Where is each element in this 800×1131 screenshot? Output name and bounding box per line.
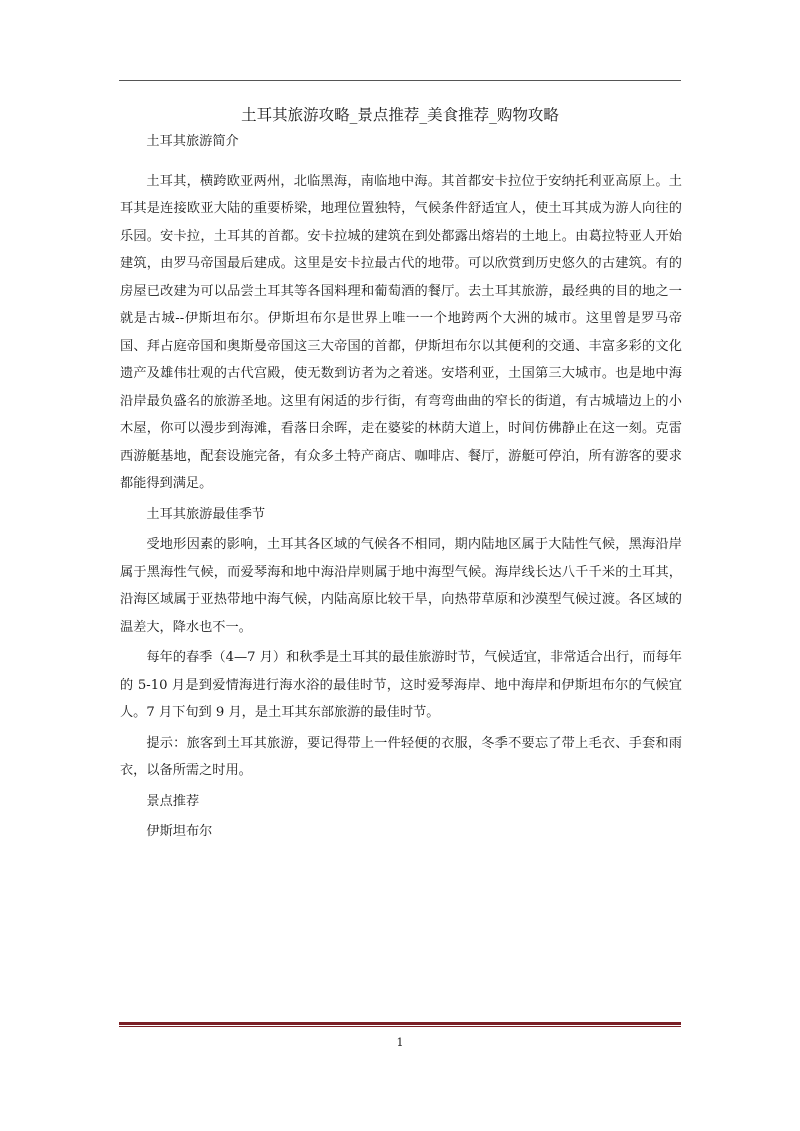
footer-rule-thick bbox=[119, 1022, 681, 1025]
paragraph-intro: 土耳其，横跨欧亚两州，北临黑海，南临地中海。其首都安卡拉位于安纳托利亚高原上。土耳其是连接欧亚大陆的重要桥梁，地理位置独特，气候条件舒适宜人，使土耳其成为游人向往的乐园。安卡拉，土耳其的首都。安卡拉城的建筑在到处都露出熔岩的土地上。由葛拉特亚人开始建筑，由罗马帝国最后建成。这里是安卡拉最古代的地带。可以欣赏到历史悠久的古建筑。有的房屋已改建为可以品尝土耳其等各国料理和葡萄酒的餐厅。去土耳其旅游，最经典的目的地之一就是古城--伊斯坦布尔。伊斯坦布尔是世界上唯一一个地跨两个大洲的城市。这里曾是罗马帝国、拜占庭帝国和奥斯曼帝国这三大帝国的首都，伊斯坦布尔以其便利的交通、丰富多彩的文化遗产及雄伟壮观的古代宫殿，使无数到访者为之着迷。安塔利亚，土国第三大城市。也是地中海沿岸最负盛名的旅游圣地。这里有闲适的步行街，有弯弯曲曲的窄长的街道，有古城墙边上的小木屋，你可以漫步到海滩，看落日余晖，走在婆娑的林荫大道上，时间仿佛静止在这一刻。克雷西游艇基地，配套设施完备，有众多土特产商店、咖啡店、餐厅，游艇可停泊，所有游客的要求都能得到满足。 bbox=[120, 173, 682, 491]
spacer bbox=[120, 156, 682, 168]
section-heading-istanbul: 伊斯坦布尔 bbox=[146, 824, 213, 839]
page-number: 1 bbox=[396, 1036, 404, 1049]
footer-rule-thin bbox=[119, 1026, 681, 1027]
header-rule bbox=[119, 80, 681, 81]
section-heading-season: 土耳其旅游最佳季节 bbox=[146, 506, 266, 522]
paragraph-tip: 提示：旅客到土耳其旅游，要记得带上一件轻便的衣服，冬季不要忘了带上毛衣、手套和雨衣，以备所需之时用。 bbox=[120, 735, 682, 778]
section-heading-spots: 景点推荐 bbox=[146, 793, 200, 809]
footer-rule bbox=[119, 1022, 681, 1027]
paragraph-best-season: 每年的春季（4—7 月）和秋季是土耳其的最佳旅游时节，气候适宜，非常适合出行，而每年的 5-10 月是到爱情海进行海水浴的最佳时节，这时爱琴海岸、地中海岸和伊斯坦布尔的气候宜人。7 月下旬到 9 月，是土耳其东部旅游的最佳时节。 bbox=[120, 650, 682, 720]
document-body bbox=[120, 128, 682, 846]
document-title: 土耳其旅游攻略_景点推荐_美食推荐_购物攻略 bbox=[241, 106, 559, 124]
section-heading-intro: 土耳其旅游简介 bbox=[146, 134, 239, 149]
paragraph-climate: 受地形因素的影响，土耳其各区域的气候各不相同，期内陆地区属于大陆性气候，黑海沿岸属于黑海性气候，而爱琴海和地中海沿岸则属于地中海型气候。海岸线长达八千千米的土耳其，沿海区域属于亚热带地中海气候，内陆高原比较干旱，向热带草原和沙漠型气候过渡。各区域的温差大，降水也不一。 bbox=[120, 537, 682, 635]
